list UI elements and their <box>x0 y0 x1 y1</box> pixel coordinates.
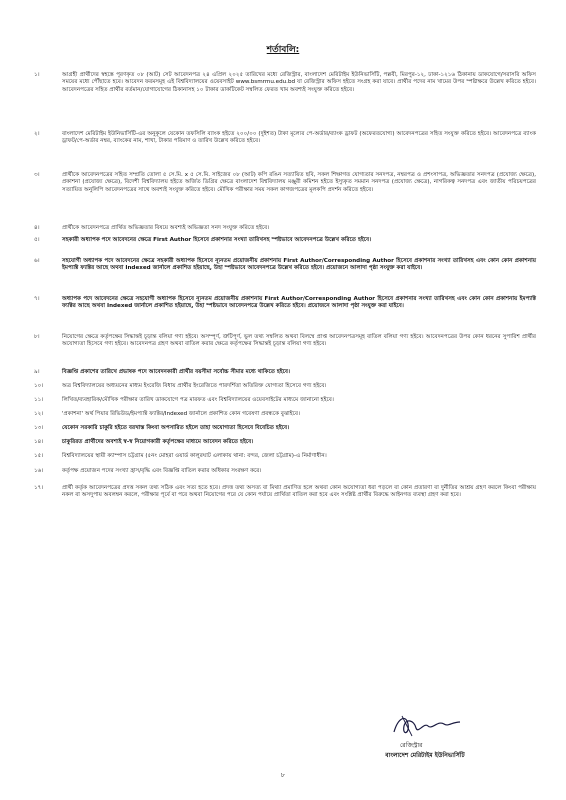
condition-number: ৭। <box>34 296 40 302</box>
condition-number: ১৭। <box>34 485 44 491</box>
condition-text: সহকারী অধ্যাপক পদে আবেদনের ক্ষেত্রে First Author হিসেবে প্রকাশনার সংখ্যা তারিখসহ স্পষ্টভাবে আবেদনপত্রে উল্লেখ করিতে হইবে। <box>62 237 372 243</box>
condition-item <box>34 296 536 311</box>
condition-text: বিশ্ববিদ্যালয়ের স্থায়ী ক্যাম্পাস চট্টগ্রাম (৫নং মোহরা ওয়ার্ড কালুরঘাট এলাকায় থানা: বন্দর, জেলা চট্টগ্রাম)-এ নির্মাণাধীন। <box>62 453 327 459</box>
condition-item <box>34 369 536 376</box>
condition-item <box>34 397 536 404</box>
condition-item <box>34 383 536 390</box>
condition-item <box>34 237 536 244</box>
condition-number: ৯। <box>34 369 40 375</box>
condition-text: প্রার্থী কর্তৃক আবেদনপত্রের প্রদত্ত সকল তথ্য সঠিক এবং সত্য হতে হবে। প্রদত্ত তথ্য অসত্য বা মিথ্যা প্রমাণিত হলে অথবা কোন অযোগ্যতা ধরা পড়লে বা কোন প্রতারণা বা দুর্নীতির আশ্রয় গ্রহণ করলে কিংবা পরীক্ষায় নকল বা অসদুপায় অবলম্বন করলে, পরীক্ষার পূর্বে বা পরে অথবা নিয়োগের পরে যে কোন পর্যায়ে প্রার্থিতা বাতিল করা হবে এবং সংশ্লিষ্ট প্রার্থীর বিরুদ্ধে আইনগত ব্যবস্থা গ্রহণ করা হবে। <box>62 485 536 499</box>
condition-item <box>34 453 536 460</box>
signatory-role: রেজিস্ট্রার <box>400 742 423 749</box>
condition-item <box>34 468 536 475</box>
condition-number: ১৬। <box>34 468 44 474</box>
condition-number: ৫। <box>34 237 40 243</box>
condition-number: ৩। <box>34 172 40 178</box>
condition-item <box>34 258 536 273</box>
condition-item <box>34 131 536 146</box>
condition-text: 'প্রকাশনা' অর্থ পিয়ার রিভিউড/ইমপ্যাক্ট ফ্যাক্টর/Indexed জার্নালে প্রকাশিত কোন গবেষণা প্রবন্ধকে বুঝাইবে। <box>62 411 301 417</box>
signature-scribble <box>388 710 468 740</box>
condition-number: ১০। <box>34 383 44 389</box>
condition-number: ৪। <box>34 225 40 231</box>
condition-number: ৬। <box>34 258 40 264</box>
condition-number: ২। <box>34 131 40 137</box>
condition-text: সহযোগী অধ্যাপক পদে আবেদনের ক্ষেত্রে সহকারী অধ্যাপক হিসেবে ন্যূনতম প্রয়োজনীয় প্রকাশনায় First Author/Corresponding Author হিসেবে প্রকাশনার সংখ্যা তারিখসহ এবং কোন কোন প্রকাশনায় ইমপ্যাক্ট ফ্যাক্টর আছে অথবা Indexed জার্নালে প্রকাশিত হইয়াছে, উহা স্পষ্টভাবে আবেদনপত্রে উল্লেখ করিতে হইবে। প্রয়োজনে আলাদা পৃষ্ঠা সংযুক্ত করা যাইবে। <box>62 258 536 272</box>
condition-text: লিখিত/ব্যবহারিক/মৌখিক পরীক্ষার তারিখ ডাকযোগে পত্র মারফত এবং বিশ্ববিদ্যালয়ের ওয়েবসাইটের মাধ্যমে জানানো হইবে। <box>62 397 334 403</box>
condition-item <box>34 425 536 432</box>
condition-text: নিয়োগের ক্ষেত্রে কর্তৃপক্ষের সিদ্ধান্তই চূড়ান্ত বলিয়া গণ্য হইবে। অসম্পূর্ণ, ত্রুটিপূর্ণ, ভুল তথ্য সম্বলিত অথবা বিলম্বে প্রাপ্ত আবেদনপত্রসমূহ বাতিল বলিয়া গণ্য হইবে। আবেদনপত্রের উপর কোন ধরনের সুপারিশ প্রার্থীর অযোগ্যতা হিসেবে গণ্য হইবে। আবেদনপত্র গ্রহণ অথবা বাতিল করার ক্ষেত্রে কর্তৃপক্ষের সিদ্ধান্তই চূড়ান্ত বলিয়া গণ্য হইবে। <box>62 334 536 348</box>
condition-number: ১২। <box>34 411 44 417</box>
signatory-organization: বাংলাদেশ মেরিটাইম ইউনিভার্সিটি <box>385 752 465 759</box>
condition-text: কর্তৃপক্ষ প্রয়োজন পদের সংখ্যা হ্রাস/বৃদ্ধি এবং বিজ্ঞপ্তি বাতিল করার অধিকার সংরক্ষণ করে। <box>62 468 262 474</box>
condition-item <box>34 225 536 232</box>
condition-text: অধ্যাপক পদে আবেদনের ক্ষেত্রে সহযোগী অধ্যাপক হিসেবে ন্যূনতম প্রয়োজনীয় প্রকাশনায় First Author/Corresponding Author হিসেবে প্রকাশনার সংখ্যা তারিখসহ এবং কোন কোন প্রকাশনায় ইমপ্যাক্ট ফ্যাক্টর আছে অথবা Indexed জার্নালে প্রকাশিত হইয়াছে, উহা স্পষ্টভাবে আবেদনপত্রে উল্লেখ করিতে হইবে। প্রয়োজনে আলাদা পৃষ্ঠা সংযুক্ত করা যাইবে। <box>62 296 536 310</box>
condition-text: প্রার্থীকে আবেদনপত্রে প্রার্থিত অভিজ্ঞতার বিষয়ে অবশ্যই অভিজ্ঞতা সনদ সংযুক্ত করিতে হইবে। <box>62 225 270 231</box>
condition-item <box>34 439 536 446</box>
condition-text: অত্র বিশ্ববিদ্যালয়ের অধ্যয়নের মাধ্যম ইংরেজি বিধায় প্রার্থীর ইংরেজিতে পারদর্শিতা অতিরিক্ত যোগ্যতা হিসেবে গণ্য হইবে। <box>62 383 327 389</box>
condition-item <box>34 485 536 500</box>
condition-number: ৮। <box>34 334 40 340</box>
condition-text: আগ্রহী প্রার্থীদের স্বহস্তে পূরণকৃত ০৮ (আট) সেট আবেদনপত্র ২৪ এপ্রিল ২০২৫ তারিখের মধ্যে রেজিস্ট্রার, বাংলাদেশ মেরিটাইম ইউনিভার্সিটি, পল্লবী, মিরপুর-১২, ঢাকা-১২১৬ ঠিকানায় ডাকযোগে/সরাসরি অফিস সময়ের মধ্যে পৌঁছাতে হবে। আবেদন ফরমসমূহ এই বিশ্ববিদ্যালয়ের ওয়েবসাইট www.bsmrmu.edu.bd যা রেজিস্ট্রার অফিস হইতে সংগ্রহ করা যাবে। প্রার্থীর পদের নাম খামের উপর স্পষ্টাক্ষরে উল্লেখ করিতে হইবে। আবেদনপত্রের সহিত প্রার্থীর বর্তমান/যোগাযোগের ঠিকানাসহ ১০ টাকার ডাকটিকেট সম্বলিত ফেরত খাম অবশ্যই সংযুক্ত করিতে হইবে। <box>62 72 536 93</box>
condition-number: ১৫। <box>34 453 44 459</box>
page-number: ৮ <box>280 771 286 779</box>
condition-number: ১। <box>34 72 40 78</box>
condition-item <box>34 72 536 94</box>
condition-number: ১৩। <box>34 425 44 431</box>
condition-text: বাংলাদেশ মেরিটাইম ইউনিভার্সিটি-এর অনুকূলে যেকোন তফসিলি ব্যাংক হইতে ২০০/০০ (দুইশত) টাকা মূল্যের পে-অর্ডার/ব্যাংক ড্রাফট (অফেরতযোগ্য) আবেদনপত্রের সহিত সংযুক্ত করিতে হইবে। আবেদনপত্রে ব্যাংক ড্রাফট/পে-অর্ডার নম্বর, ব্যাংকের নাম, শাখা, টাকার পরিমাণ ও তারিখ উল্লেখ করিতে হইবে। <box>62 131 536 145</box>
condition-text: যেকোন সরকারি চাকুরি হইতে বরখাস্ত কিংবা অপসারিত হইলে তাহা অযোগ্যতা হিসেবে বিবেচিত হইবে। <box>62 425 290 431</box>
condition-text: প্রার্থীকে আবেদনপত্রের সহিত সম্প্রতি তোলা ৫ সে.মি. x ৫ সে.মি. সাইজের ০৮ (আট) কপি রঙিন সত্যায়িত ছবি, সকল শিক্ষাগত যোগ্যতার সনদপত্র, নম্বরপত্র ও প্রশংসাপত্র, অভিজ্ঞতার সনদপত্র (প্রযোজ্য ক্ষেত্রে), প্রকাশনা (প্রযোজ্য ক্ষেত্রে), বিদেশী বিশ্ববিদ্যালয় হইতে অর্জিত ডিগ্রির ক্ষেত্রে বাংলাদেশ বিশ্ববিদ্যালয় মঞ্জুরী কমিশন হইতে ইস্যুকৃত সমমান সনদপত্র (প্রযোজ্য ক্ষেত্রে), নাগরিকত্ব সনদপত্র এবং জাতীয় পরিচয়পত্রের সত্যায়িত অনুলিপি আবেদনপত্রের সাথে অবশ্যই সংযুক্ত করিতে হইবে। মৌখিক পরীক্ষার সময় সকল কাগজপত্রের মূলকপি প্রদর্শন করিতে হইবে। <box>62 172 536 193</box>
condition-item <box>34 334 536 349</box>
condition-number: ১৪। <box>34 439 44 445</box>
condition-number: ১১। <box>34 397 44 403</box>
condition-item <box>34 411 536 418</box>
condition-item <box>34 172 536 194</box>
condition-text: চাকুরিরত প্রার্থীদের অবশ্যই স্ব-স্ব নিয়োগকারী কর্তৃপক্ষের মাধ্যমে আবেদন করিতে হইবে। <box>62 439 254 445</box>
condition-text: বিজ্ঞপ্তি প্রকাশের তারিখে প্রভাষক পদে আবেদনকারী প্রার্থীর বয়সীমা সর্বোচ্চ সীমার মধ্যে থাকিতে হইবে। <box>62 369 291 375</box>
page-title: শর্তাবলি: <box>266 45 300 55</box>
